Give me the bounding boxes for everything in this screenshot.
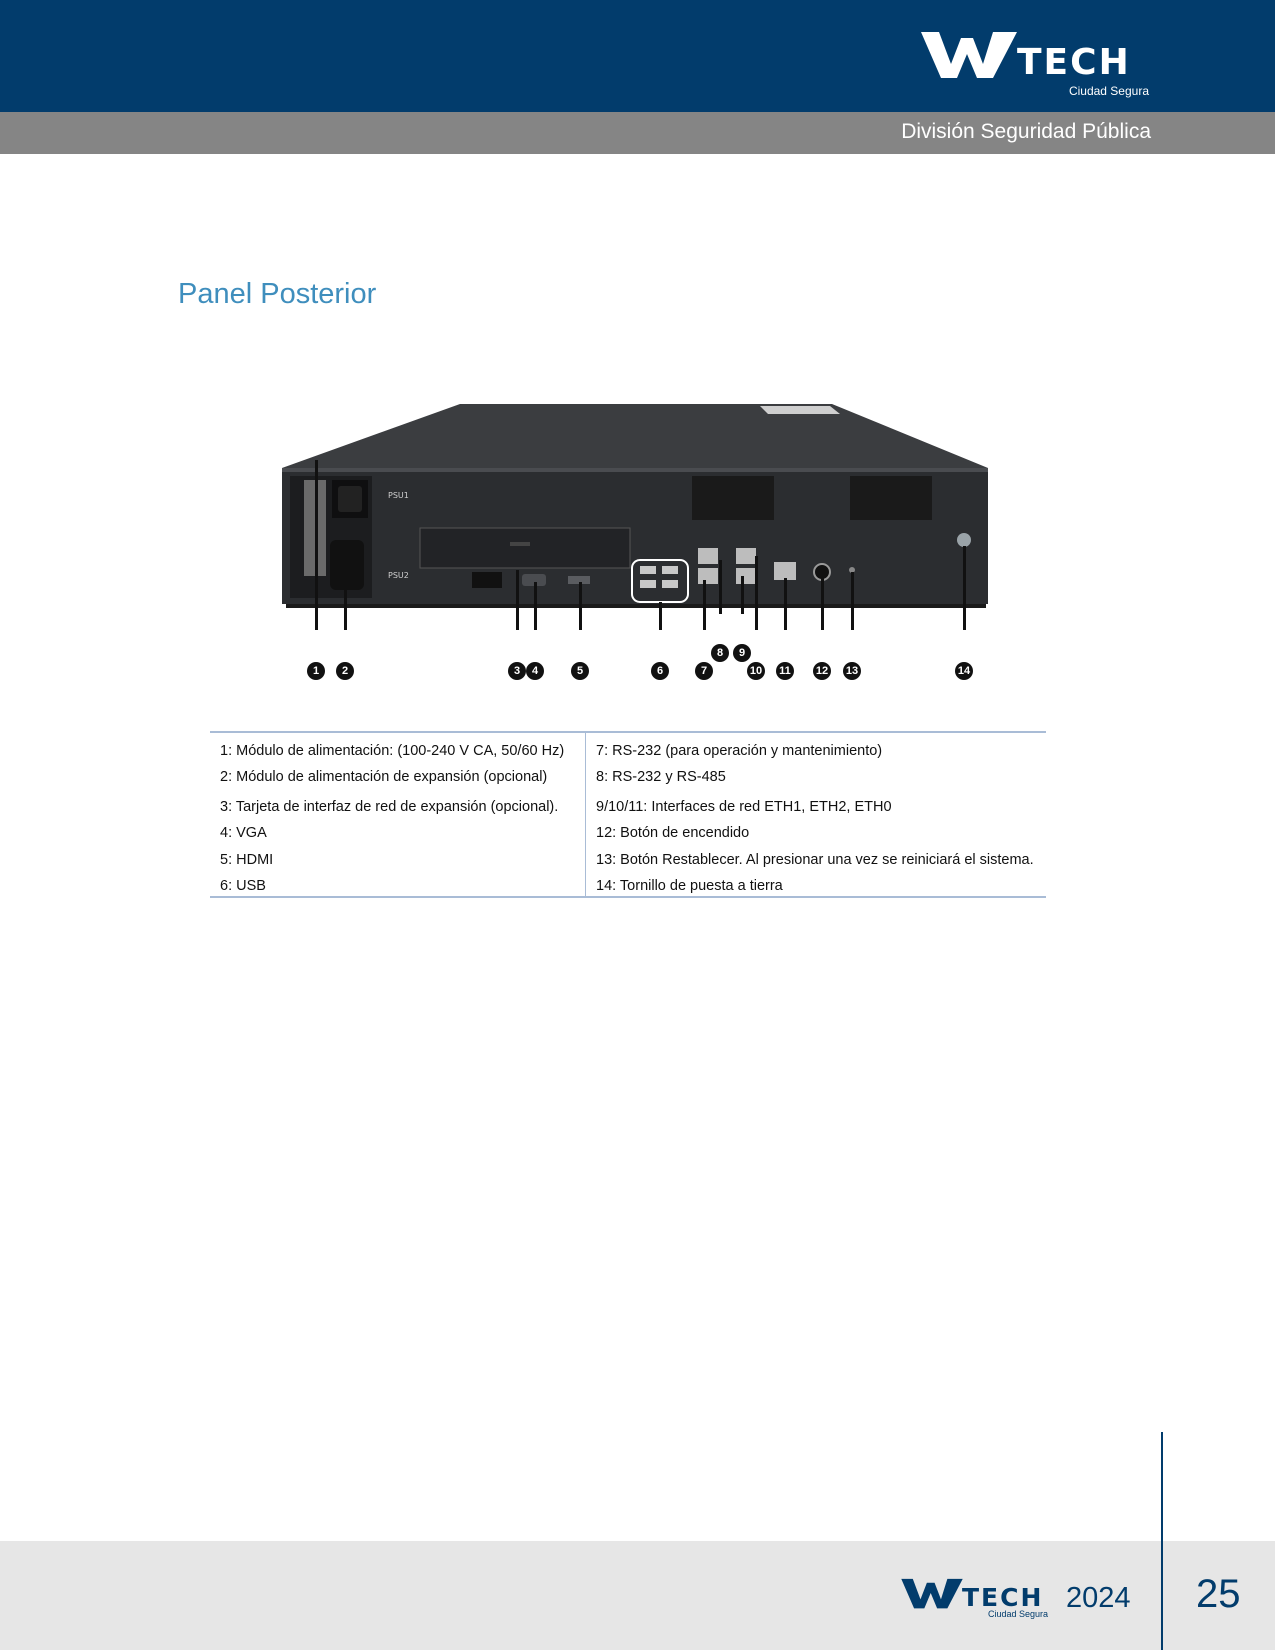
callout-line-9	[741, 576, 744, 614]
spec-item: 12: Botón de encendido	[596, 825, 750, 841]
wtech-logo	[919, 28, 1149, 100]
spec-item: 7: RS-232 (para operación y mantenimiento)	[596, 743, 883, 759]
callout-line-3	[516, 570, 519, 630]
device-rear-illustration	[240, 380, 1010, 690]
callout-line-6	[659, 602, 662, 630]
callout-12: 12	[813, 662, 831, 680]
w-logo-mark-icon	[900, 1575, 964, 1611]
spec-item: 9/10/11: Interfaces de red ETH1, ETH2, ETH0	[596, 799, 892, 815]
division-title: División Seguridad Pública	[901, 120, 1151, 143]
callout-line-12	[821, 578, 824, 630]
spec-item: 8: RS-232 y RS-485	[596, 769, 726, 785]
footer-wtech-logo	[900, 1575, 1050, 1625]
footer-logo-text: TECH	[962, 1583, 1044, 1612]
page-number: 25	[1196, 1572, 1241, 1616]
w-logo-mark-icon	[919, 28, 1019, 80]
callout-4: 4	[526, 662, 544, 680]
callout-line-13	[851, 572, 854, 630]
spec-item: 5: HDMI	[220, 852, 274, 868]
callout-3: 3	[508, 662, 526, 680]
callout-line-5	[579, 582, 582, 630]
division-bar	[0, 112, 1275, 154]
callout-14: 14	[955, 662, 973, 680]
spec-table	[210, 731, 1046, 898]
spec-item: 14: Tornillo de puesta a tierra	[596, 878, 783, 894]
spec-item: 3: Tarjeta de interfaz de red de expansión (opcional).	[220, 799, 559, 815]
callout-line-4	[534, 582, 537, 630]
spec-item: 2: Módulo de alimentación de expansión (opcional)	[220, 769, 548, 785]
logo-tagline: Ciudad Segura	[1068, 84, 1149, 98]
callout-8: 8	[711, 644, 729, 662]
callout-6: 6	[651, 662, 669, 680]
spec-item: 1: Módulo de alimentación: (100-240 V CA, 50/60 Hz)	[220, 743, 565, 759]
callout-10: 10	[747, 662, 765, 680]
callout-11: 11	[776, 662, 794, 680]
callout-1: 1	[307, 662, 325, 680]
spec-column-right	[586, 733, 1046, 896]
spec-item: 13: Botón Restablecer. Al presionar una vez se reiniciará el sistema.	[596, 852, 1034, 868]
callout-7: 7	[695, 662, 713, 680]
rear-panel-figure	[240, 380, 1010, 690]
svg-text:PSU2: PSU2	[388, 571, 409, 580]
callout-line-7	[703, 580, 706, 630]
page-title: Panel Posterior	[178, 278, 377, 310]
footer-year: 2024	[1066, 1582, 1131, 1614]
svg-text:PSU1: PSU1	[388, 491, 409, 500]
spec-item: 4: VGA	[220, 825, 267, 841]
footer-divider	[1161, 1432, 1163, 1650]
logo-text: TECH	[1017, 42, 1131, 83]
header-bar	[0, 0, 1275, 112]
callout-5: 5	[571, 662, 589, 680]
callout-line-2	[344, 560, 347, 630]
callout-line-10	[755, 556, 758, 630]
callout-9: 9	[733, 644, 751, 662]
spec-item: 6: USB	[220, 878, 266, 894]
callout-2: 2	[336, 662, 354, 680]
callout-line-14	[963, 546, 966, 630]
footer-logo-tagline: Ciudad Segura	[987, 1609, 1048, 1619]
callout-line-11	[784, 578, 787, 630]
callout-line-1	[315, 460, 318, 630]
callout-line-8	[719, 560, 722, 614]
callout-13: 13	[843, 662, 861, 680]
spec-column-left	[210, 733, 586, 896]
